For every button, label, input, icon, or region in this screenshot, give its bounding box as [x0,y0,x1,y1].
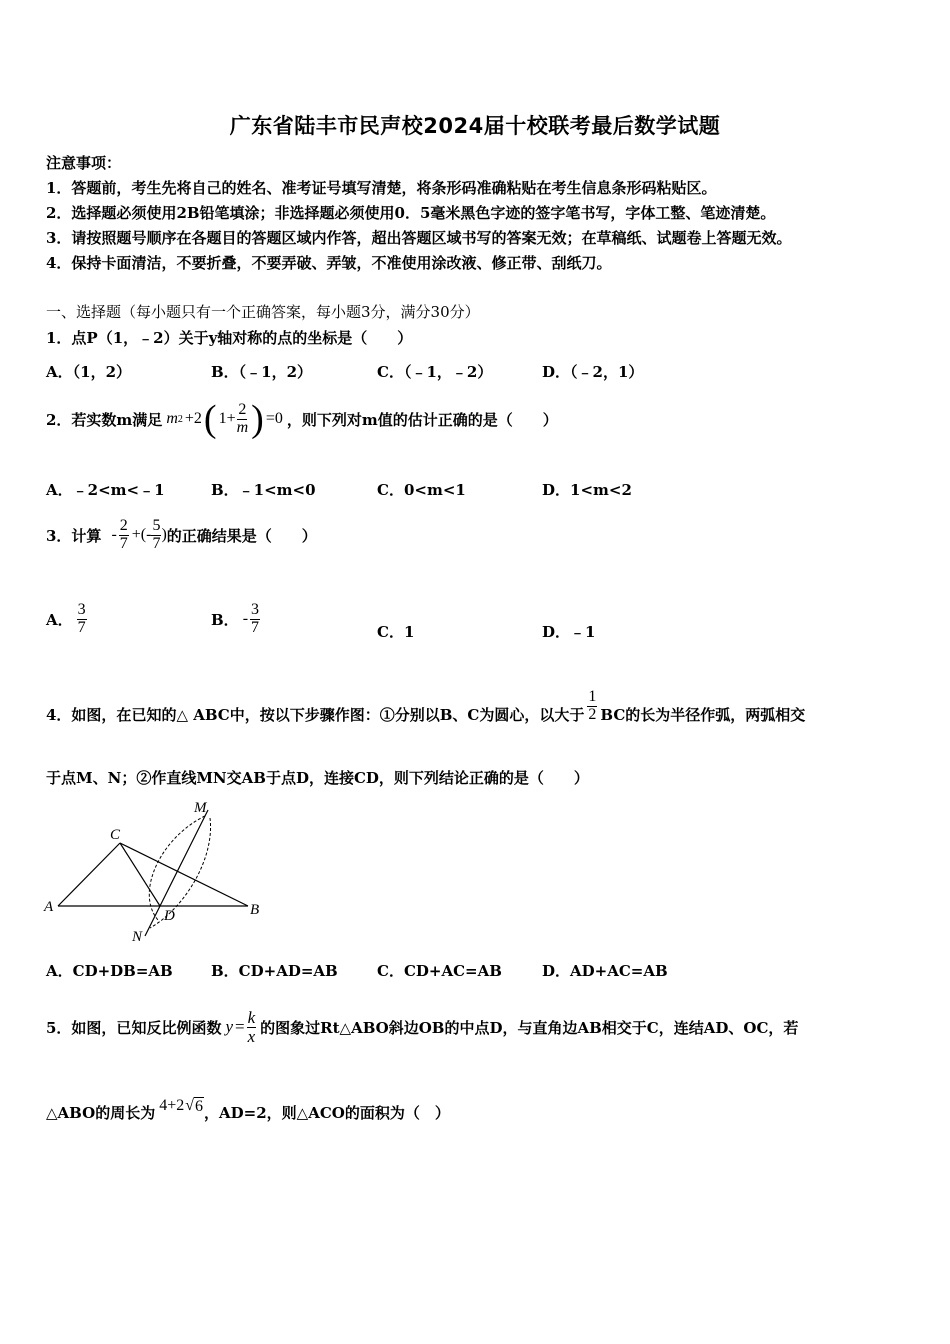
q3-prefix: 3．计算 [46,526,102,545]
q2-option-b[interactable]: B．﹣1<m<0 [211,481,316,499]
q2-fraction [236,402,250,437]
label-m: M [194,800,207,816]
q3-a-fraction [77,602,87,637]
q3-f1-sign: - [111,526,117,543]
q5-k: k [247,1007,256,1027]
question-4-line-2: 于点M、N；②作直线MN交AB于点D，连接CD，则下列结论正确的是（ ） [46,769,589,787]
label-n: N [132,929,143,945]
q5-prefix: 5．如图，已知反比例函数 [46,1018,222,1037]
q5-x: x [247,1026,256,1046]
q5-eq: = [235,1017,245,1036]
label-c: C [110,827,121,843]
q4-triangle-figure [40,798,270,948]
q1-option-c[interactable]: C．（﹣1，﹣2） [377,363,493,381]
label-d: D [164,908,175,924]
q2-formula [166,400,283,438]
q2-option-c[interactable]: C．0<m<1 [377,481,466,499]
q3-f2-den: 7 [152,534,161,552]
q1-option-b[interactable]: B．（﹣1，2） [211,363,313,381]
q3-close: ) [161,526,167,543]
q3-f1-den: 7 [119,534,128,552]
q5-function [225,1009,256,1046]
q5-fraction [247,1009,257,1046]
q3-a-label: A． [46,610,73,629]
q2-suffix: ，则下列对m值的估计正确的是（ ） [286,410,558,429]
q4-option-a[interactable]: A．CD+DB=AB [46,962,173,980]
question-5-line-1 [46,995,798,1059]
question-2-stem [46,396,558,442]
notes-heading: 注意事项： [46,154,122,172]
q2-lparen: ( [203,398,217,440]
section-heading: 一、选择题（每小题只有一个正确答案，每小题3分，满分30分） [46,303,480,321]
q4-option-d[interactable]: D．AD+AC=AB [542,962,668,980]
q3-expression [111,518,166,553]
segment-ac [58,843,120,906]
q3-mid: +(- [131,526,152,543]
q3-b-label: B． [211,610,239,629]
q5-line2-prefix: △ABO的周长为 [46,1103,156,1122]
q2-rparen: ) [251,398,264,440]
q3-option-a[interactable] [46,594,87,644]
q2-plus: +2 [184,410,202,427]
q2-den: m [236,418,249,436]
q3-f2-num: 5 [152,516,161,534]
q3-b-den: 7 [251,618,260,636]
notes-item: 2．选择题必须使用2B铅笔填涂；非选择题必须使用0．5毫米黑色字迹的签字笔书写，字体工整、笔迹清楚。 [46,204,776,222]
q4-half-num: 1 [588,687,597,705]
notes-item: 4．保持卡面清洁，不要折叠，不要弄破、弄皱，不准使用涂改液、修正带、刮纸刀。 [46,254,612,272]
q3-a-num: 3 [77,600,86,618]
segment-cb [120,843,248,906]
q4-half [587,689,597,724]
q1-option-d[interactable]: D．（﹣2，1） [542,363,644,381]
q5-perimeter-root: 6 [195,1097,204,1115]
q4-prefix: 4．如图，在已知的△ ABC中，按以下步骤作图：①分别以B、C为圆心，以大于 [46,705,585,724]
q5-line2-suffix: ，AD=2，则△ACO的面积为（ ） [204,1103,450,1122]
q5-y: y [225,1017,233,1036]
question-1-stem: 1．点P（1，﹣2）关于y轴对称的点的坐标是（ ） [46,329,413,347]
q2-option-d[interactable]: D．1<m<2 [542,481,632,499]
label-b: B [250,902,260,918]
q3-f1-num: 2 [119,516,128,534]
notes-item: 3．请按照题号顺序在各题目的答题区域内作答，超出答题区域书写的答案无效；在草稿纸、试题卷上答题无效。 [46,229,792,247]
sqrt-icon: √ [185,1097,195,1114]
q4-suffix: BC的长为半径作弧，两弧相交 [600,705,806,724]
q3-option-d[interactable]: D．﹣1 [542,623,596,641]
q2-num: 2 [238,400,247,418]
q3-suffix: 的正确结果是（ ） [166,526,317,545]
q3-fraction-1 [119,518,129,553]
q3-b-fraction [250,602,260,637]
q4-option-b[interactable]: B．CD+AD=AB [211,962,338,980]
q3-b-sign: - [242,610,249,627]
q2-sup: 2 [177,413,183,425]
question-3-stem [46,511,317,559]
q3-fraction-2 [151,518,161,553]
q4-option-c[interactable]: C．CD+AC=AB [377,962,502,980]
q2-eq: =0 [265,410,283,427]
notes-item: 1．答题前，考生先将自己的姓名、准考证号填写清楚，将条形码准确粘贴在考生信息条形码粘贴区。 [46,179,717,197]
q5-perimeter [159,1097,204,1116]
q2-one: 1+ [218,410,236,427]
q2-option-a[interactable]: A．﹣2<m<﹣1 [46,481,165,499]
q2-prefix: 2．若实数m满足 [46,410,163,429]
page-title: 广东省陆丰市民声校2024届十校联考最后数学试题 [229,114,721,138]
q4-half-den: 2 [588,705,597,723]
q5-suffix: 的图象过Rt△ABO斜边OB的中点D，与直角边AB相交于C，连结AD、OC，若 [260,1018,799,1037]
q3-option-b[interactable] [211,594,260,644]
q3-option-c[interactable]: C．1 [377,623,415,641]
question-4-line-1 [46,680,805,748]
question-5-line-2 [46,1092,450,1132]
q1-option-a[interactable]: A．（1，2） [46,363,132,381]
q2-m: m [166,410,178,427]
q5-perimeter-a: 4+2 [159,1097,185,1114]
label-a: A [44,899,54,915]
q3-b-num: 3 [251,600,260,618]
q3-a-den: 7 [77,618,86,636]
